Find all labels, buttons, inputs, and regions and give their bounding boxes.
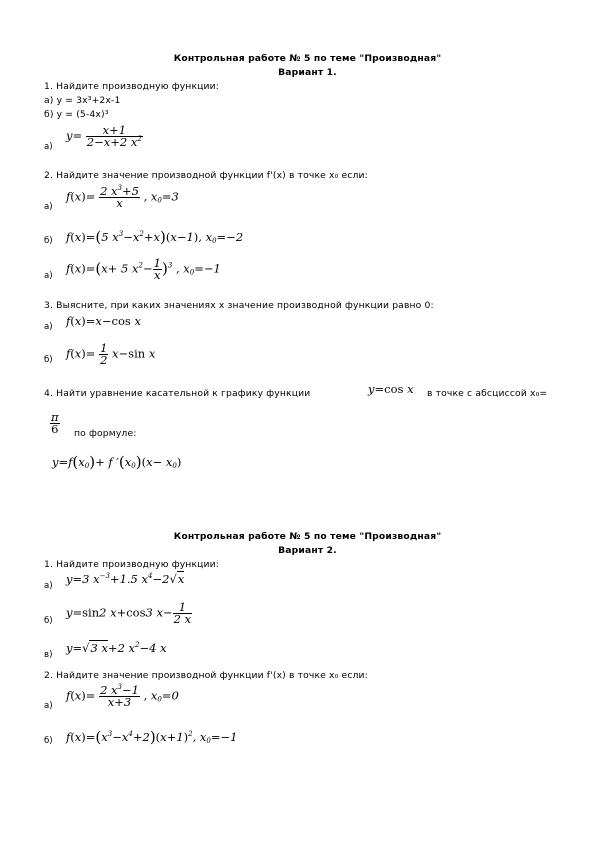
v2-formula-2a: f(x)= $\frac{2 x^3-1}{x+3}$ , $x_0=0$: [66, 683, 179, 709]
v2-formula-1c: y=√3 x+2 $x^2-4$ x: [66, 641, 167, 655]
v1-question-2: 2. Найдите значение производной функции f'(x) в точке x₀ если:: [44, 170, 368, 181]
v1-question-4-part1: 4. Найти уравнение касательной к графику функции: [44, 388, 311, 399]
v1-q2c-label: а): [44, 271, 53, 281]
v1-formula-1c: y= $\frac{x+1}{2-x+2 x^2}$: [66, 123, 142, 149]
v1-q2a-label: а): [44, 202, 53, 212]
v2-variant-heading: Вариант 2.: [278, 545, 337, 556]
v1-question-1: 1. Найдите производную функции:: [44, 81, 220, 92]
v2-q1a-label: а): [44, 581, 53, 591]
v1-q1c-label: а): [44, 142, 53, 152]
v2-formula-1b: y=sin2 x+cos3 x− $\frac{1}{2 x}$: [66, 600, 192, 626]
v1-formula-2b: f(x)=(5 $x^3-x^2+x)(x-1)$, $x_0=-2$: [66, 228, 244, 246]
v1-variant-heading: Вариант 1.: [278, 67, 337, 78]
v2-q2a-label: а): [44, 701, 53, 711]
v1-question-1b: б) y = (5-4x)³: [44, 109, 109, 120]
v1-formula-3b: f(x)= $\frac{1}{2}$ x−sin x: [66, 341, 156, 367]
v1-q3a-label: а): [44, 322, 53, 332]
v1-formula-3a: f(x)=x−cos x: [66, 314, 141, 328]
v2-question-2: 2. Найдите значение производной функции f'(x) в точке x₀ если:: [44, 670, 368, 681]
v2-q2b-label: б): [44, 736, 53, 746]
v1-formula-2a: f(x)= $\frac{2 x^3+5}{x}$ , $x_0=3$: [66, 184, 179, 210]
v1-formula-4-tangent: $y=f(x_0)+ f$ $'(x_0)(x- x_0)$: [52, 453, 182, 471]
v1-question-3: 3. Выясните, при каких значениях x значение производной функции равно 0:: [44, 300, 434, 311]
v1-q3b-label: б): [44, 355, 53, 365]
v2-formula-1a: y=3 $x^{-3}+1.5$ $x^4-2√x$: [66, 572, 185, 586]
v1-q2b-label: б): [44, 236, 53, 246]
v2-question-1: 1. Найдите производную функции:: [44, 559, 220, 570]
v1-question-1a: а) y = 3x³+2x-1: [44, 95, 121, 106]
v2-formula-2b: $f(x)=(x^3-x^4+2)(x+1)^2$, $x_0=-1$: [66, 728, 238, 746]
v1-formula-4-function: y=cos x: [368, 382, 414, 396]
v2-q1b-label: б): [44, 616, 53, 626]
v2-q1c-label: в): [44, 650, 53, 660]
v1-formula-4-pi6: $\frac{\pi}{6}$: [51, 410, 59, 436]
v2-title: Контрольная работе № 5 по теме "Производная": [173, 531, 442, 542]
v1-title: Контрольная работе № 5 по теме "Производная": [173, 53, 442, 64]
v1-question-4-part2: в точке с абсциссой x₀=: [427, 388, 548, 399]
v1-formula-2c: f(x)=(x+ 5 $x^2-$ $\frac{1}{x}$ )$^3$ , $x_0=-1$: [66, 256, 221, 282]
v1-question-4-part3: по формуле:: [74, 428, 137, 439]
